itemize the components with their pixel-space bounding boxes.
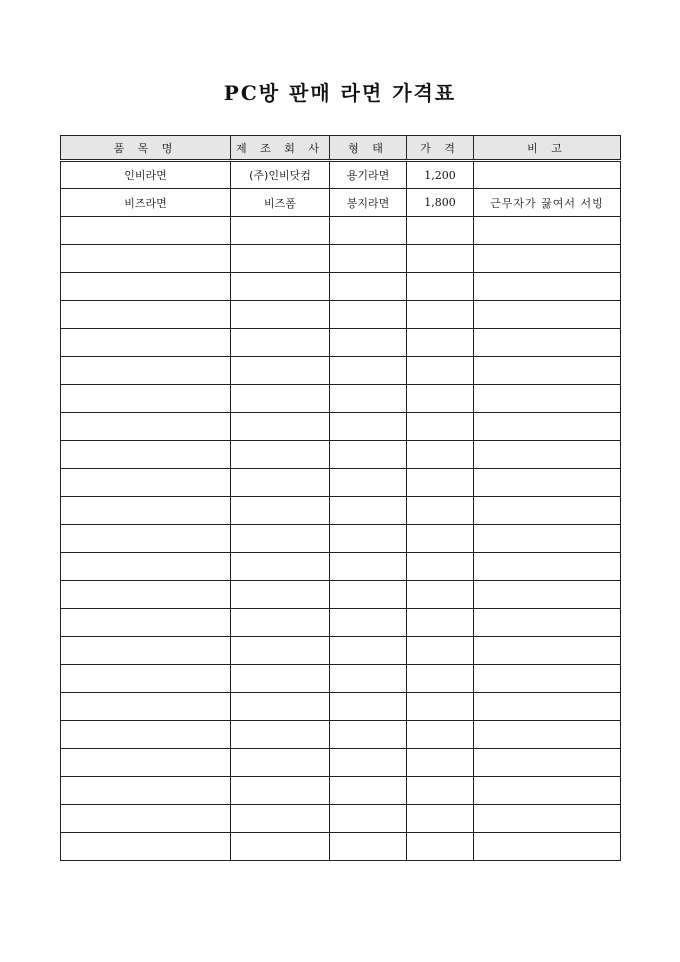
cell-price — [407, 581, 474, 609]
header-type: 형 태 — [330, 136, 407, 161]
cell-manufacturer — [231, 665, 330, 693]
cell-type — [330, 497, 407, 525]
cell-item-name — [61, 693, 231, 721]
table-row — [61, 441, 621, 469]
table-body — [61, 161, 621, 861]
cell-price — [407, 609, 474, 637]
cell-type — [330, 245, 407, 273]
table-header — [61, 136, 621, 161]
cell-price — [407, 329, 474, 357]
cell-type — [330, 469, 407, 497]
table-row — [61, 777, 621, 805]
cell-type — [330, 217, 407, 245]
table-row — [61, 161, 621, 189]
cell-remarks — [474, 413, 621, 441]
cell-manufacturer — [231, 497, 330, 525]
cell-type — [330, 301, 407, 329]
cell-type — [330, 805, 407, 833]
cell-price: 1,200 — [407, 161, 474, 189]
table-row — [61, 329, 621, 357]
table-row — [61, 301, 621, 329]
table-row — [61, 749, 621, 777]
cell-manufacturer — [231, 833, 330, 861]
document-title: PC방 판매 라면 가격표 — [223, 81, 457, 105]
cell-type — [330, 665, 407, 693]
cell-manufacturer: (주)인비닷컴 — [231, 161, 330, 189]
cell-item-name: 비즈라면 — [61, 189, 231, 217]
cell-item-name — [61, 721, 231, 749]
cell-manufacturer — [231, 749, 330, 777]
cell-manufacturer — [231, 217, 330, 245]
table-row — [61, 469, 621, 497]
cell-manufacturer — [231, 329, 330, 357]
cell-price — [407, 273, 474, 301]
cell-type — [330, 637, 407, 665]
cell-item-name — [61, 833, 231, 861]
cell-remarks — [474, 525, 621, 553]
cell-item-name — [61, 749, 231, 777]
cell-price — [407, 777, 474, 805]
cell-item-name — [61, 273, 231, 301]
cell-price — [407, 749, 474, 777]
cell-price — [407, 721, 474, 749]
cell-type — [330, 525, 407, 553]
cell-type — [330, 833, 407, 861]
cell-type — [330, 749, 407, 777]
header-remarks: 비 고 — [474, 136, 621, 161]
cell-type — [330, 329, 407, 357]
cell-item-name — [61, 329, 231, 357]
cell-price — [407, 553, 474, 581]
cell-remarks — [474, 161, 621, 189]
cell-price: 1,800 — [407, 189, 474, 217]
cell-type — [330, 441, 407, 469]
table-row — [61, 245, 621, 273]
cell-price — [407, 357, 474, 385]
cell-manufacturer — [231, 441, 330, 469]
table-row — [61, 189, 621, 217]
cell-item-name — [61, 525, 231, 553]
table-row — [61, 217, 621, 245]
cell-manufacturer — [231, 805, 330, 833]
cell-item-name — [61, 553, 231, 581]
cell-remarks — [474, 833, 621, 861]
cell-manufacturer: 비즈폼 — [231, 189, 330, 217]
cell-price — [407, 637, 474, 665]
cell-manufacturer — [231, 693, 330, 721]
table-row — [61, 413, 621, 441]
cell-price — [407, 301, 474, 329]
table-row — [61, 693, 621, 721]
cell-item-name: 인비라면 — [61, 161, 231, 189]
cell-remarks — [474, 245, 621, 273]
table-row — [61, 665, 621, 693]
header-item-name: 품 목 명 — [61, 136, 231, 161]
cell-item-name — [61, 637, 231, 665]
cell-price — [407, 833, 474, 861]
cell-remarks — [474, 301, 621, 329]
cell-price — [407, 693, 474, 721]
cell-item-name — [61, 441, 231, 469]
cell-item-name — [61, 497, 231, 525]
table-row — [61, 273, 621, 301]
cell-item-name — [61, 217, 231, 245]
cell-remarks — [474, 581, 621, 609]
cell-price — [407, 525, 474, 553]
cell-type: 용기라면 — [330, 161, 407, 189]
cell-item-name — [61, 777, 231, 805]
cell-remarks — [474, 497, 621, 525]
header-price: 가 격 — [407, 136, 474, 161]
cell-item-name — [61, 665, 231, 693]
cell-remarks — [474, 441, 621, 469]
cell-price — [407, 385, 474, 413]
cell-remarks — [474, 693, 621, 721]
header-row — [61, 136, 621, 161]
cell-remarks — [474, 749, 621, 777]
cell-type — [330, 693, 407, 721]
cell-remarks — [474, 609, 621, 637]
cell-manufacturer — [231, 525, 330, 553]
cell-remarks — [474, 721, 621, 749]
cell-price — [407, 217, 474, 245]
cell-type — [330, 413, 407, 441]
cell-manufacturer — [231, 245, 330, 273]
cell-manufacturer — [231, 301, 330, 329]
cell-price — [407, 413, 474, 441]
cell-remarks — [474, 217, 621, 245]
cell-item-name — [61, 609, 231, 637]
cell-manufacturer — [231, 469, 330, 497]
cell-price — [407, 805, 474, 833]
cell-remarks — [474, 385, 621, 413]
cell-price — [407, 665, 474, 693]
table-row — [61, 833, 621, 861]
cell-item-name — [61, 805, 231, 833]
table-row — [61, 525, 621, 553]
cell-remarks — [474, 469, 621, 497]
cell-type — [330, 609, 407, 637]
cell-manufacturer — [231, 357, 330, 385]
cell-type — [330, 553, 407, 581]
cell-manufacturer — [231, 609, 330, 637]
cell-item-name — [61, 245, 231, 273]
cell-manufacturer — [231, 413, 330, 441]
cell-type: 봉지라면 — [330, 189, 407, 217]
cell-remarks — [474, 553, 621, 581]
cell-remarks — [474, 637, 621, 665]
cell-price — [407, 497, 474, 525]
cell-price — [407, 245, 474, 273]
cell-manufacturer — [231, 637, 330, 665]
table-row — [61, 637, 621, 665]
cell-remarks — [474, 777, 621, 805]
header-manufacturer: 제 조 회 사 — [231, 136, 330, 161]
cell-manufacturer — [231, 721, 330, 749]
table-row — [61, 581, 621, 609]
cell-remarks — [474, 329, 621, 357]
cell-type — [330, 357, 407, 385]
cell-price — [407, 469, 474, 497]
cell-type — [330, 273, 407, 301]
table-row — [61, 553, 621, 581]
table-row — [61, 385, 621, 413]
cell-manufacturer — [231, 553, 330, 581]
cell-manufacturer — [231, 273, 330, 301]
cell-type — [330, 777, 407, 805]
cell-type — [330, 385, 407, 413]
cell-item-name — [61, 581, 231, 609]
cell-item-name — [61, 385, 231, 413]
table-row — [61, 805, 621, 833]
cell-manufacturer — [231, 385, 330, 413]
cell-manufacturer — [231, 777, 330, 805]
cell-item-name — [61, 469, 231, 497]
cell-remarks — [474, 805, 621, 833]
price-table — [60, 135, 621, 861]
cell-remarks — [474, 273, 621, 301]
cell-item-name — [61, 357, 231, 385]
cell-type — [330, 581, 407, 609]
table-row — [61, 497, 621, 525]
cell-item-name — [61, 301, 231, 329]
table-row — [61, 357, 621, 385]
cell-remarks — [474, 665, 621, 693]
cell-price — [407, 441, 474, 469]
cell-manufacturer — [231, 581, 330, 609]
table-row — [61, 609, 621, 637]
table-row — [61, 721, 621, 749]
cell-type — [330, 721, 407, 749]
cell-remarks — [474, 357, 621, 385]
cell-item-name — [61, 413, 231, 441]
cell-remarks: 근무자가 끓여서 서빙 — [474, 189, 621, 217]
